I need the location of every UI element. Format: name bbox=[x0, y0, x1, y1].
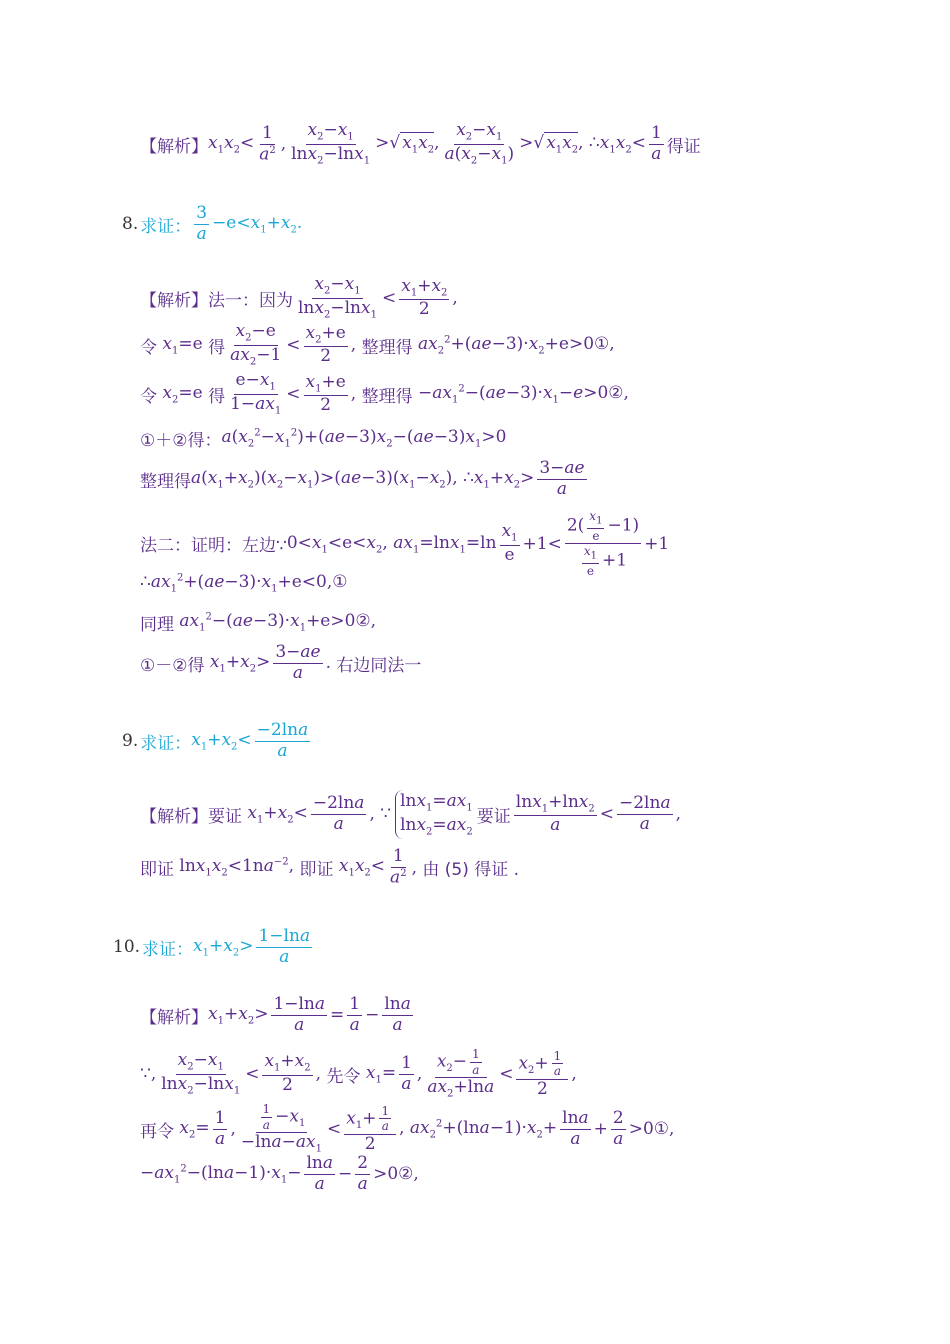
math: < bbox=[286, 384, 301, 405]
analysis-tag: 【解析】 bbox=[140, 136, 208, 157]
p8-line-3 bbox=[140, 372, 629, 417]
text: ①＋②得： bbox=[140, 431, 222, 451]
text: 法一：因为 bbox=[208, 290, 293, 311]
math-fraction: $\frac{x_1+e}{2}$ bbox=[305, 371, 346, 416]
text: 由 (5) 得证 . bbox=[422, 860, 520, 881]
math-fraction: $x_2-$ $\frac{1}{a}$ $ax_2+\ln a$ bbox=[427, 1047, 495, 1100]
math: , ∵ bbox=[369, 804, 392, 825]
text: 令 bbox=[140, 386, 157, 407]
math-fraction: $\frac{1-\ln a}{a}$ bbox=[258, 926, 311, 967]
problem-number: 10. bbox=[113, 937, 141, 958]
math-fraction: $\frac{2}{a}$ bbox=[357, 1153, 369, 1194]
math-fraction: $\frac{3}{a}$ bbox=[196, 203, 208, 244]
math-fraction: $\frac{3-ae}{a}$ bbox=[539, 458, 585, 499]
math: , $ax_2^2+(\ln a-1)\cdot x_2+$ bbox=[399, 1117, 558, 1141]
math-fraction: $\frac{x_2-x_1}{\ln x_2-\ln x_1}$ bbox=[291, 120, 371, 167]
text: 法二：证明：左边∵ bbox=[140, 536, 287, 557]
math: $a(x_1+x_2)(x_2-x_1)>(ae-3)(x_1-x_2)$, $\therefore x_1+x_2>$ bbox=[191, 468, 535, 491]
math: < bbox=[599, 804, 614, 825]
p9-line-2 bbox=[140, 848, 519, 887]
math: $-ax_1^2-(\ln a-1)\cdot x_1-$ bbox=[140, 1163, 302, 1186]
problem-8-statement bbox=[122, 205, 302, 244]
math-fraction: $\frac{x_2-e}{ax_2-1}$ bbox=[230, 321, 282, 368]
text: 要证 bbox=[476, 806, 511, 827]
math: $ax_2^2+(ae-3)\cdot x_2+e>0①$, bbox=[418, 334, 615, 357]
math-fraction: 2( $\frac{x_1}{e}$ −1) $\frac{x_1}{e}$ +1 bbox=[566, 509, 640, 579]
math: $x_1+x_2<$ bbox=[191, 730, 252, 753]
math: < bbox=[327, 1119, 342, 1140]
math: $x_1x_2<$ bbox=[338, 856, 386, 879]
math: $\therefore ax_1^2+(ae-3)\cdot x_1+e<0,①$ bbox=[140, 572, 348, 595]
p10-line-3 bbox=[140, 1103, 674, 1155]
text: 得 bbox=[208, 337, 226, 358]
math-fraction: $\frac{\ln x_1+\ln x_2}{a}$ bbox=[515, 791, 595, 836]
math-fraction: $\frac{x_1}{e}$ bbox=[501, 521, 518, 565]
text: 即证 bbox=[140, 860, 174, 881]
prove-label: 求证： bbox=[140, 216, 192, 237]
p8-line-5 bbox=[140, 460, 590, 499]
p8-line-7 bbox=[140, 572, 348, 594]
math: ∵, bbox=[140, 1064, 157, 1085]
math-fraction: $\frac{1-\ln a}{a}$ bbox=[273, 994, 326, 1035]
math: $-ax_1^2-(ae-3)\cdot x_1-e>0②$, bbox=[412, 383, 629, 406]
math-fraction: $\frac{1}{a}$ bbox=[214, 1107, 226, 1149]
conclusion-text: 得证 bbox=[666, 136, 701, 157]
math: $x_1+x_2>$ bbox=[209, 652, 271, 675]
math-fraction: $\frac{1}{a}$ bbox=[650, 123, 662, 164]
math-system-brace: $\ln x_1=ax_1$ $\ln x_2=ax_2$ bbox=[395, 790, 473, 839]
math: $x_1=$ bbox=[365, 1062, 397, 1086]
math-fraction: $\frac{2}{a}$ bbox=[612, 1107, 624, 1149]
math-fraction: $\frac{1}{a^2}$ bbox=[259, 122, 276, 165]
problem-number: 9. bbox=[122, 731, 139, 752]
math: >√ $x_1x_2$, bbox=[375, 133, 440, 156]
p8-line-4 bbox=[140, 426, 506, 451]
math: $x_2=$ bbox=[179, 1117, 210, 1141]
analysis-tag: 【解析】 bbox=[140, 1007, 208, 1028]
prove-label: 求证： bbox=[142, 939, 194, 960]
p10-line-2 bbox=[140, 1048, 577, 1100]
math-fraction: $\frac{x_1+x_2}{2}$ bbox=[401, 275, 448, 320]
math: < bbox=[381, 288, 397, 309]
math-fraction: $\frac{1}{a}$ bbox=[401, 1052, 412, 1094]
math: , bbox=[452, 288, 458, 309]
math: >√ $x_1x_2$, $\therefore x_1x_2<$ bbox=[519, 133, 646, 156]
p8-line-2 bbox=[140, 323, 615, 368]
math: , bbox=[280, 134, 287, 155]
math-fraction: $\frac{-2\ln a}{a}$ bbox=[312, 793, 365, 834]
p10-line-1 bbox=[140, 996, 416, 1035]
math-fraction: $\frac{1}{a}$ bbox=[349, 994, 361, 1035]
text: 再令 bbox=[140, 1121, 174, 1142]
math: +1< bbox=[522, 533, 562, 554]
math: , bbox=[416, 1064, 423, 1085]
math: , bbox=[350, 335, 362, 356]
math-fraction: $\frac{x_2-x_1}{\ln x_2-\ln x_1}$ bbox=[161, 1049, 241, 1096]
text: 整理得 bbox=[361, 337, 413, 358]
math: , bbox=[230, 1119, 236, 1140]
p10-line-4 bbox=[140, 1155, 419, 1194]
math: $ax_1^2-(ae-3)\cdot x_1+e>0②$, bbox=[179, 611, 377, 634]
math-fraction: $\frac{1}{a^2}$ bbox=[390, 846, 407, 888]
math: = bbox=[330, 1005, 345, 1026]
math: , bbox=[571, 1064, 577, 1085]
math-fraction: $\frac{x_2-x_1}{a(x_2-x_1)}$ bbox=[444, 120, 515, 167]
text: 得 bbox=[208, 386, 226, 407]
math: $x_1+x_2<$ bbox=[247, 803, 308, 826]
text: 整理得 bbox=[361, 386, 413, 407]
math-fraction: $\frac{x_2+e}{2}$ bbox=[305, 322, 346, 367]
math: , bbox=[350, 384, 362, 405]
p8-line-1 bbox=[140, 276, 458, 321]
text: 即证 bbox=[299, 860, 334, 881]
math: , bbox=[315, 1064, 327, 1085]
math-fraction: $\frac{1}{a}$ $-x_1$ $-\ln a-ax_1$ bbox=[240, 1102, 322, 1155]
math: − bbox=[338, 1164, 353, 1185]
math: < bbox=[286, 335, 301, 356]
math-fraction: $\frac{\ln a}{a}$ bbox=[306, 1153, 333, 1194]
math-fraction: $\frac{\ln a}{a}$ bbox=[562, 1107, 589, 1149]
math-fraction: $x_2+$ $\frac{1}{a}$ 2 bbox=[516, 1050, 568, 1099]
math-fraction: $\frac{-2\ln a}{a}$ bbox=[256, 720, 309, 761]
math: + bbox=[593, 1119, 608, 1140]
problem-10-statement bbox=[113, 928, 315, 967]
problem-9-statement bbox=[122, 722, 313, 761]
p9-line-1 bbox=[140, 790, 681, 839]
math: $x_2=e$ bbox=[162, 383, 209, 406]
text: 先令 bbox=[326, 1066, 361, 1087]
math: $a(x_2^2-x_1^2)+(ae-3)x_2-(ae-3)x_1>0$ bbox=[221, 427, 507, 450]
text: 令 bbox=[140, 337, 157, 358]
text: 同理 bbox=[140, 615, 174, 635]
math: $x_1+x_2>$ bbox=[193, 936, 254, 959]
analysis-tag: 【解析】 bbox=[140, 806, 208, 827]
math: , bbox=[411, 857, 423, 878]
math: − bbox=[365, 1005, 380, 1026]
math: $x_1=e$ bbox=[162, 334, 209, 357]
math: . bbox=[325, 653, 337, 674]
analysis-tag: 【解析】 bbox=[140, 290, 208, 311]
math: , bbox=[675, 804, 681, 825]
text: 要证 bbox=[208, 806, 242, 827]
math-fraction: $\frac{x_2-x_1}{\ln x_2-\ln x_1}$ bbox=[298, 274, 377, 321]
math: >0①, bbox=[628, 1119, 675, 1140]
prove-label: 求证： bbox=[140, 733, 192, 754]
problem-number: 8. bbox=[122, 214, 139, 235]
math: +1 bbox=[644, 533, 670, 554]
text: 整理得 bbox=[140, 471, 191, 492]
math: < bbox=[499, 1064, 514, 1085]
math-fraction: $\frac{\ln a}{a}$ bbox=[384, 994, 411, 1035]
text: 右边同法一 bbox=[336, 655, 422, 676]
math: $x_1x_2<$ bbox=[208, 133, 255, 156]
math: $0<x_1<e<x_2$, $ax_1=\ln x_1=\ln$ bbox=[286, 532, 497, 556]
p8-line-9 bbox=[140, 644, 421, 683]
math: >0②, bbox=[373, 1164, 419, 1185]
math-fraction: $\frac{e-x_1}{1-ax_1}$ bbox=[230, 370, 282, 417]
math-fraction: $x_1+$ $\frac{1}{a}$ 2 bbox=[344, 1105, 396, 1154]
math: $x_1+x_2>$ bbox=[208, 1004, 269, 1027]
top-analysis-line bbox=[140, 122, 701, 167]
math-fraction: $\frac{-2\ln a}{a}$ bbox=[619, 793, 671, 834]
math-fraction: $\frac{3-ae}{a}$ bbox=[275, 642, 321, 683]
p8-line-8 bbox=[140, 610, 376, 635]
math: $\ln x_1x_2<1na^{-2}$, bbox=[174, 856, 300, 879]
text: ①－②得 bbox=[140, 655, 205, 676]
math: $-e<x_1+x_2$. bbox=[212, 213, 303, 236]
math: < bbox=[245, 1064, 260, 1085]
math-fraction: $\frac{x_1+x_2}{2}$ bbox=[264, 1051, 311, 1096]
p8-line-6 bbox=[140, 510, 669, 578]
